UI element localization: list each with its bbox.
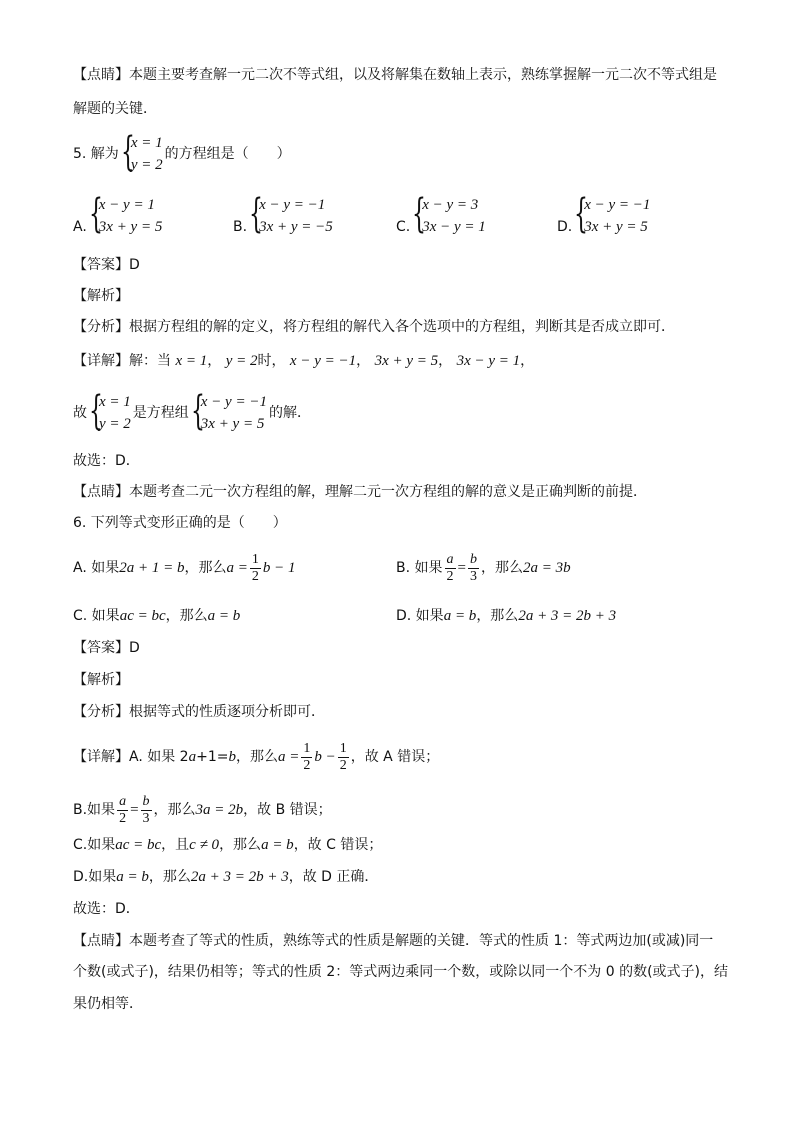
q6-xiangjie-a: 【详解】A. 如果 2a+1=b，那么a = $\frac{1}{2}$ b − $\frac{1}{2}$ ，故 A 错误； bbox=[73, 740, 440, 773]
q5-jiexi: 【解析】 bbox=[73, 288, 129, 304]
q6-option-c: C. 如果ac = bc，那么a = b bbox=[73, 608, 241, 624]
prev-dianjing-line1: 【点睛】本题主要考查解一元二次不等式组，以及将解集在数轴上表示，熟练掌握解一元二次不等式组是 bbox=[73, 67, 717, 83]
q6-xiangjie-b: B.如果 $\frac{a}{2}$ = $\frac{b}{3}$ ，那么3a = 2b，故 B 错误； bbox=[73, 793, 332, 826]
q6-dianjing-line1: 【点睛】本题考查了等式的性质，熟练等式的性质是解题的关键．等式的性质 1：等式两边加(或减)同一 bbox=[73, 933, 714, 949]
q5-option-c: C. { x − y = 3 3x − y = 1 bbox=[396, 191, 486, 237]
q6-guxuan: 故选：D． bbox=[73, 901, 140, 917]
q6-option-b: B. 如果 $\frac{a}{2}$ = $\frac{b}{3}$ ，那么2a = 3b bbox=[396, 551, 571, 584]
q5-fenxi: 【分析】根据方程组的解的定义，将方程组的解代入各个选项中的方程组，判断其是否成立即可． bbox=[73, 319, 675, 335]
q5-option-b: B. { x − y = −1 3x + y = −5 bbox=[233, 191, 333, 237]
q5-option-d: D. { x − y = −1 3x + y = 5 bbox=[557, 191, 651, 237]
q6-stem: 6. 下列等式变形正确的是（ ） bbox=[73, 515, 287, 531]
q5-stem bbox=[73, 131, 291, 177]
q6-jiexi: 【解析】 bbox=[73, 672, 129, 688]
q6-answer: 【答案】D bbox=[73, 640, 140, 656]
q6-option-a: A. 如果2a + 1 = b，那么a = $\frac{1}{2}$ b − 1 bbox=[73, 551, 296, 584]
q5-option-a: A. { x − y = 1 3x + y = 5 bbox=[73, 191, 163, 237]
prev-dianjing-line2: 解题的关键． bbox=[73, 101, 157, 117]
q5-answer: 【答案】D bbox=[73, 257, 140, 273]
q6-dianjing-line3: 果仍相等． bbox=[73, 996, 143, 1012]
q5-stem-system: { x = 1 y = 2 bbox=[120, 129, 163, 175]
q5-xiangjie: 【详解】解：当 x = 1， y = 2时， x − y = −1， 3x + y = 5， 3x − y = 1， bbox=[73, 353, 535, 369]
q6-dianjing-line2: 个数(或式子)，结果仍相等；等式的性质 2：等式两边乘同一个数，或除以同一个不为 0 的数(或式子)，结 bbox=[73, 964, 729, 980]
q5-dianjing: 【点睛】本题考查二元一次方程组的解，理解二元一次方程组的解的意义是正确判断的前提． bbox=[73, 484, 647, 500]
q6-fenxi: 【分析】根据等式的性质逐项分析即可． bbox=[73, 704, 325, 720]
q5-gu: 故 { x = 1 y = 2 是方程组 { x − y = −1 3x + y = 5 的解． bbox=[73, 388, 311, 434]
q6-option-d: D. 如果a = b，那么2a + 3 = 2b + 3 bbox=[396, 608, 617, 624]
q5-stem-suffix: 的方程组是（ ） bbox=[164, 146, 291, 162]
q5-guxuan: 故选：D． bbox=[73, 453, 140, 469]
q6-xiangjie-d: D.如果a = b，那么2a + 3 = 2b + 3，故 D 正确． bbox=[73, 869, 379, 885]
q5-stem-prefix: 5. 解为 bbox=[73, 146, 119, 162]
q6-xiangjie-c: C.如果ac = bc，且c ≠ 0，那么a = b，故 C 错误； bbox=[73, 837, 383, 853]
